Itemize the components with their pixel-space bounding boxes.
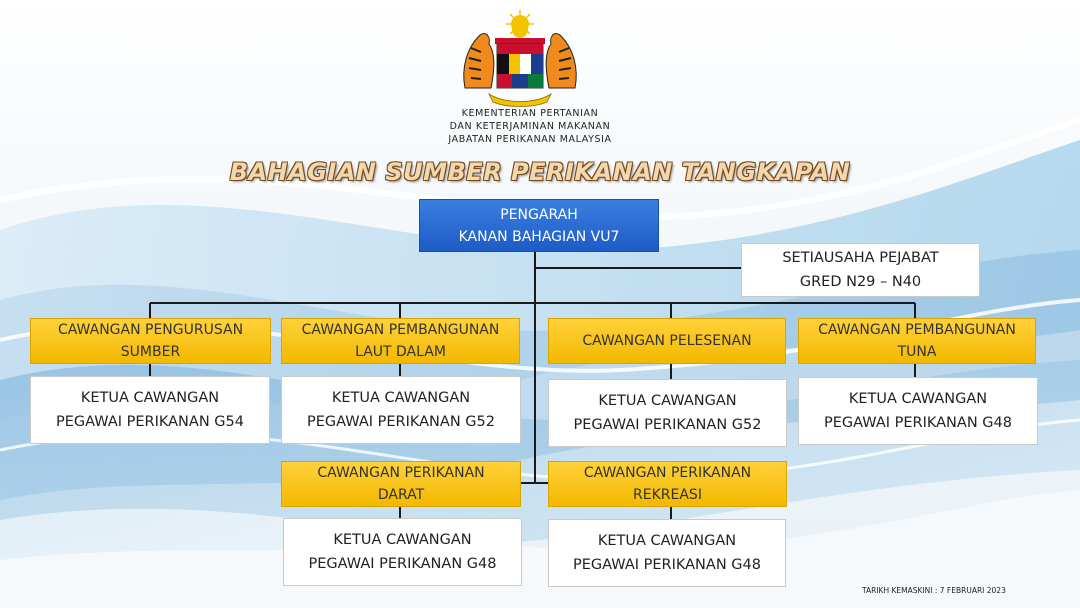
head-grade: PEGAWAI PERIKANAN G48 [573, 557, 761, 573]
head-title: KETUA CAWANGAN [333, 532, 472, 548]
head-grade: PEGAWAI PERIKANAN G54 [56, 414, 244, 430]
head-perikanan-rekreasi [548, 519, 786, 587]
branch-label-line2: TUNA [897, 344, 937, 360]
head-title: KETUA CAWANGAN [597, 533, 737, 549]
head-title: KETUA CAWANGAN [598, 393, 737, 409]
head-grade: PEGAWAI PERIKANAN G48 [824, 415, 1012, 431]
branch-pengurusan-sumber [30, 318, 271, 364]
head-title: KETUA CAWANGAN [80, 390, 220, 406]
branch-perikanan-darat [281, 461, 521, 507]
director-grade: KANAN BAHAGIAN VU7 [458, 228, 620, 245]
secretary-title: SETIAUSAHA PEJABAT [782, 250, 939, 266]
head-title: KETUA CAWANGAN [848, 391, 988, 407]
branch-label-line2: DARAT [377, 487, 425, 503]
branch-pelesenan [548, 318, 786, 364]
ministry-line-1: KEMENTERIAN PERTANIAN [461, 108, 599, 119]
branch-label-line1: CAWANGAN PEMBANGUNAN [818, 322, 1016, 338]
last-updated-date: TARIKH KEMASKINI : 7 FEBRUARI 2023 [862, 586, 1006, 595]
branch-label-line1: CAWANGAN PENGURUSAN [57, 322, 244, 338]
branch-label-line2: REKREASI [633, 487, 702, 503]
secretary-grade: GRED N29 – N40 [799, 274, 922, 290]
ministry-line-2: DAN KETERJAMINAN MAKANAN [449, 121, 611, 132]
branch-label-line2: LAUT DALAM [355, 344, 446, 360]
secretary-box [741, 243, 980, 297]
head-grade: PEGAWAI PERIKANAN G48 [308, 556, 497, 572]
branch-label-line1: CAWANGAN PERIKANAN [317, 465, 485, 481]
department-line: JABATAN PERIKANAN MALAYSIA [448, 134, 612, 145]
director-box [419, 199, 659, 252]
head-grade: PEGAWAI PERIKANAN G52 [307, 414, 495, 430]
branch-label-line1: CAWANGAN PEMBANGUNAN [301, 322, 500, 338]
head-perikanan-darat [283, 518, 522, 586]
head-title: KETUA CAWANGAN [331, 390, 471, 406]
branch-pembangunan-tuna [798, 318, 1036, 364]
branch-pembangunan-laut-dalam [281, 318, 520, 364]
head-pengurusan-sumber [30, 376, 270, 444]
branch-label-line2: SUMBER [120, 344, 181, 360]
head-pelesenan [548, 379, 787, 447]
branch-label-line1: CAWANGAN PELESENAN [582, 333, 752, 349]
chart-title: BAHAGIAN SUMBER PERIKANAN TANGKAPAN [229, 158, 851, 186]
director-title: PENGARAH [500, 206, 578, 223]
head-grade: PEGAWAI PERIKANAN G52 [573, 417, 762, 433]
branch-perikanan-rekreasi [548, 461, 787, 507]
head-pembangunan-laut-dalam [281, 376, 521, 444]
head-pembangunan-tuna [798, 377, 1038, 445]
branch-label-line1: CAWANGAN PERIKANAN [583, 465, 752, 481]
